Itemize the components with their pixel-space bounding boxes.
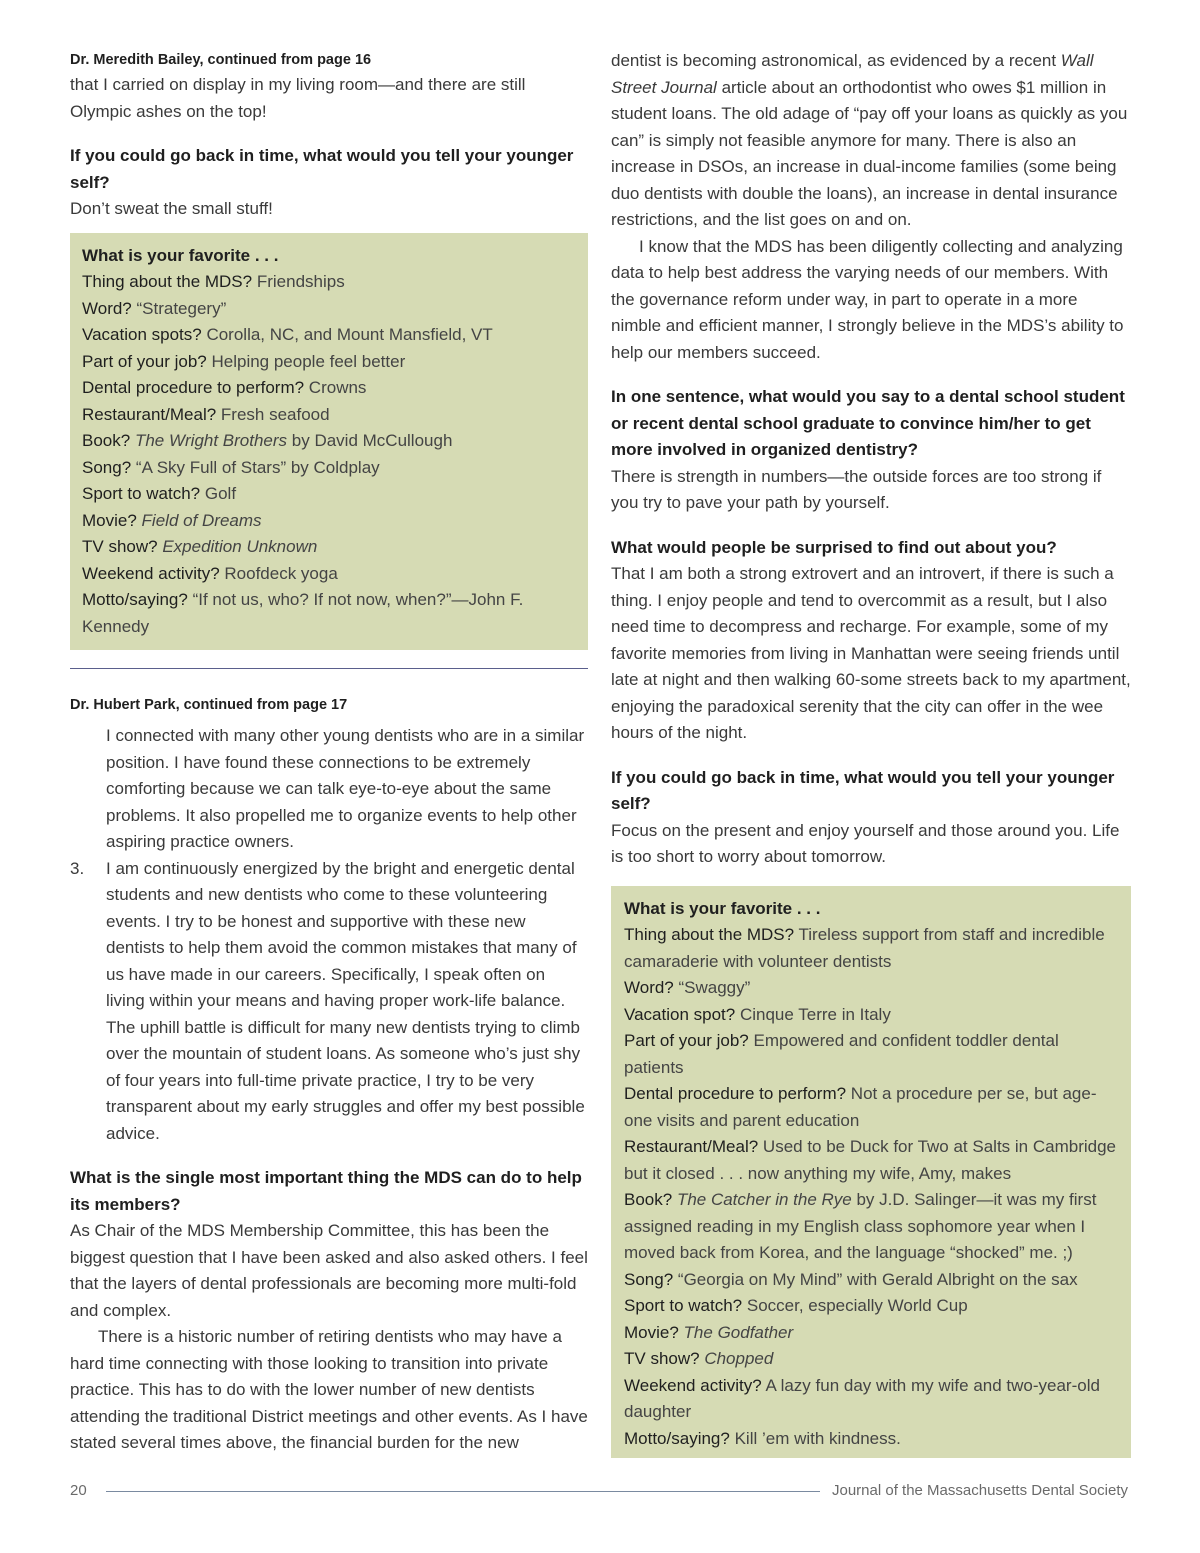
bailey-question: If you could go back in time, what would you tell your younger self?: [70, 146, 574, 192]
park-favorites-list: [624, 922, 1119, 1452]
continued-paragraph: dentist is becoming astronomical, as evidenced by a recent Wall Street Journal article about an orthodontist who owes $1 million in student loans. The old adage of “pay off your loans as quickly as you can” is simply not feasible anymore for many. There is also an increase in DSOs, an increase in dual-income families (some being duo dentists with double the loans), an increase in dental insurance restrictions, and the list goes on and on.: [611, 51, 1128, 229]
bailey-paragraph: that I carried on display in my living room—and there are still Olympic ashes on the top!: [70, 75, 526, 121]
fav-item: TV show? Expedition Unknown: [82, 537, 318, 556]
list-item-continued: I connected with many other young dentists who are in a similar position. I have found these connections to be extremely comforting because we can talk eye-to-eye about the same problems. It also propelled me to organize events to help other aspiring practice owners.: [106, 726, 585, 851]
fav-item: Thing about the MDS? Friendships: [82, 272, 345, 291]
bailey-favorites-heading: What is your favorite . . .: [82, 245, 279, 265]
fav-item: Song? “Georgia on My Mind” with Gerald Albright on the sax: [624, 1269, 1078, 1289]
answer-younger-self: Focus on the present and enjoy yourself and those around you. Life is too short to worry about tomorrow.: [611, 820, 1120, 866]
fav-item: Weekend activity? Roofdeck yoga: [82, 563, 338, 583]
answer-one-sentence: There is strength in numbers—the outside forces are too strong if you try to pave your path by yourself.: [611, 466, 1102, 512]
fav-item: Dental procedure to perform? Crowns: [82, 378, 367, 397]
bailey-runin-head: Dr. Meredith Bailey, continued from page 16: [70, 52, 372, 68]
fav-item: Movie? The Godfather: [624, 1322, 794, 1342]
fav-item: Motto/saying? Kill ’em with kindness.: [624, 1428, 901, 1448]
fav-item: Book? The Catcher in the Rye by J.D. Salinger—it was my first assigned reading in my English class sophomore year when I moved back from Korea, and the language “shocked” me. ;): [624, 1190, 1097, 1262]
footer-rule: [106, 1491, 820, 1492]
park-answer-mds-p1: As Chair of the MDS Membership Committee, this has been the biggest question that I have been asked and also asked others. I feel that the layers of dental professionals are becoming more multi-fold and complex.: [70, 1221, 588, 1320]
fav-item: Book? The Wright Brothers by David McCullough: [82, 431, 453, 450]
fav-item: Word? “Strategery”: [82, 298, 227, 318]
question-one-sentence: In one sentence, what would you say to a dental school student or recent dental school graduate to convince him/her to get more involved in organized dentistry?: [611, 387, 1125, 459]
fav-item: Part of your job? Helping people feel better: [82, 351, 406, 371]
left-column: [70, 48, 588, 1457]
page-footer: [70, 1480, 1130, 1504]
park-question-mds: What is the single most important thing the MDS can do to help its members?: [70, 1168, 582, 1214]
park-favorites-box: [611, 886, 1131, 1459]
section-divider: [70, 668, 588, 669]
fav-item: TV show? Chopped: [624, 1349, 774, 1368]
fav-item: Weekend activity? A lazy fun day with my wife and two-year-old daughter: [624, 1375, 1100, 1421]
fav-item: Vacation spot? Cinque Terre in Italy: [624, 1004, 891, 1024]
park-answer-mds-p2: There is a historic number of retiring dentists who may have a hard time connecting with those looking to transition into private practice. This has to do with the lower number of new dentists attending the traditional District meetings and other events. As I have stated several times above, the financial burden for the new: [70, 1327, 588, 1452]
fav-item: Song? “A Sky Full of Stars” by Coldplay: [82, 457, 380, 477]
page-number: 20: [70, 1482, 87, 1499]
fav-item: Movie? Field of Dreams: [82, 510, 262, 530]
list-item-3: 3. I am continuously energized by the bright and energetic dental students and new dentists who come to these volunteering events. I try to be honest and supportive with these new dentists to help them avoid the common mistakes that many of us have made in our careers. Specifically, I speak often on living within your means and having proper work-life balance. The uphill battle is difficult for many new dentists trying to climb over the mountain of student loans. As someone who’s just shy of four years into full-time private practice, I try to be very transparent about my early struggles and offer my best possible advice.: [70, 858, 585, 1143]
fav-item: Word? “Swaggy”: [624, 978, 751, 997]
fav-item: Sport to watch? Soccer, especially World Cup: [624, 1296, 968, 1315]
fav-item: Motto/saying? “If not us, who? If not now, when?”—John F. Kennedy: [82, 590, 524, 636]
fav-item: Restaurant/Meal? Fresh seafood: [82, 404, 330, 424]
question-younger-self: If you could go back in time, what would you tell your younger self?: [611, 767, 1115, 813]
park-favorites-heading: What is your favorite . . .: [624, 898, 821, 918]
answer-surprised: That I am both a strong extrovert and an introvert, if there is such a thing. I enjoy people and tend to overcommit as a result, but I also need time to decompress and recharge. For example, some of my favorite memories from living in Manhattan were seeing friends until late at night and then walking 60-some streets back to my apartment, enjoying the paradoxical serenity that the city can offer in the wee hours of the night.: [611, 564, 1131, 742]
bailey-answer: Don’t sweat the small stuff!: [70, 199, 273, 218]
question-surprised: What would people be surprised to find out about you?: [611, 537, 1057, 557]
park-numbered-list: [70, 723, 588, 1147]
bailey-favorites-list: [82, 269, 576, 640]
fav-item: Part of your job? Empowered and confident toddler dental patients: [624, 1031, 1059, 1077]
mds-data-paragraph: I know that the MDS has been diligently collecting and analyzing data to help best address the varying needs of our members. With the governance reform under way, in part to operate in a more nimble and efficient manner, I strongly believe in the MDS’s ability to help our members succeed.: [611, 236, 1124, 362]
bailey-favorites-box: [70, 233, 588, 651]
fav-item: Restaurant/Meal? Used to be Duck for Two at Salts in Cambridge but it closed . . . now anything my wife, Amy, makes: [624, 1137, 1116, 1183]
journal-title: Journal of the Massachusetts Dental Society: [832, 1482, 1128, 1499]
fav-item: Thing about the MDS? Tireless support from staff and incredible camaraderie with volunteer dentists: [624, 925, 1105, 971]
fav-item: Sport to watch? Golf: [82, 484, 237, 503]
park-runin-head: Dr. Hubert Park, continued from page 17: [70, 697, 348, 713]
right-column: [611, 48, 1131, 1458]
fav-item: Dental procedure to perform? Not a procedure per se, but age-one visits and parent education: [624, 1084, 1097, 1130]
fav-item: Vacation spots? Corolla, NC, and Mount Mansfield, VT: [82, 325, 493, 344]
